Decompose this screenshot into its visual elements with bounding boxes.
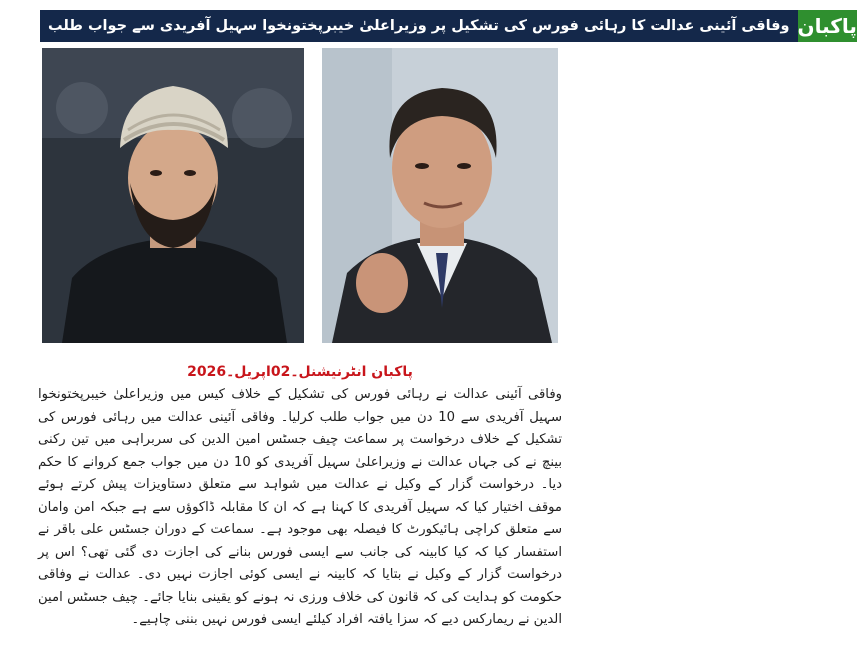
photo-right [322,48,558,343]
man-in-turban-photo [42,48,304,343]
headline-bar [40,10,857,42]
man-speaking-photo [322,48,558,343]
dateline: پاکبان انٹرنیشنل۔02اپریل۔2026 [187,364,413,380]
article-body: وفاقی آئینی عدالت نے رہائی فورس کی تشکیل کے خلاف کیس میں وزیراعلیٰ خیبرپختونخوا سہیل آفریدی سے 10 دن میں جواب طلب کرلیا۔ وفاقی آئینی عدالت میں رہائی فورس کی تشکیل کے خلاف درخواست پر سماعت چیف جسٹس امین الدین کی سربراہی میں تین رکنی بینچ نے کی جہاں عدالت نے وزیراعلیٰ سہیل آفریدی کو 10 دن میں جواب جمع کروانے کا حکم دیا۔ درخواست گزار کے وکیل نے عدالت میں شواہد سے متعلق دستاویزات پیش کرتے ہوئے موقف اختیار کیا کہ سہیل آفریدی کا کہنا ہے کہ ان کا مقابلہ ڈاکوؤں سے ہے جبکہ امن وامان سے متعلق کراچی ہائیکورٹ کا فیصلہ بھی موجود ہے۔ سماعت کے دوران جسٹس علی باقر نے استفسار کیا کہ کیا کابینہ کی جانب سے ایسی فورس بنانے کی اجازت دی گئی تھی؟ اس پر درخواست گزار کے وکیل نے بتایا کہ کابینہ نے ایسی کوئی اجازت نہیں دی۔ عدالت نے وفاقی حکومت کو ہدایت کی کہ قانون کی خلاف ورزی نہ ہونے کو یقینی بنایا جائے۔ چیف جسٹس امین الدین نے ریمارکس دیے کہ سزا یافتہ افراد کیلئے ایسی فورس نہیں بننی چاہیے۔ [38,387,562,627]
brand-logo: پاکبان [798,10,857,42]
photo-left [42,48,304,343]
headline: وفاقی آئینی عدالت کا رہائی فورس کی تشکیل پر وزیراعلیٰ خیبرپختونخوا سہیل آفریدی سے جواب طلب [40,10,798,42]
